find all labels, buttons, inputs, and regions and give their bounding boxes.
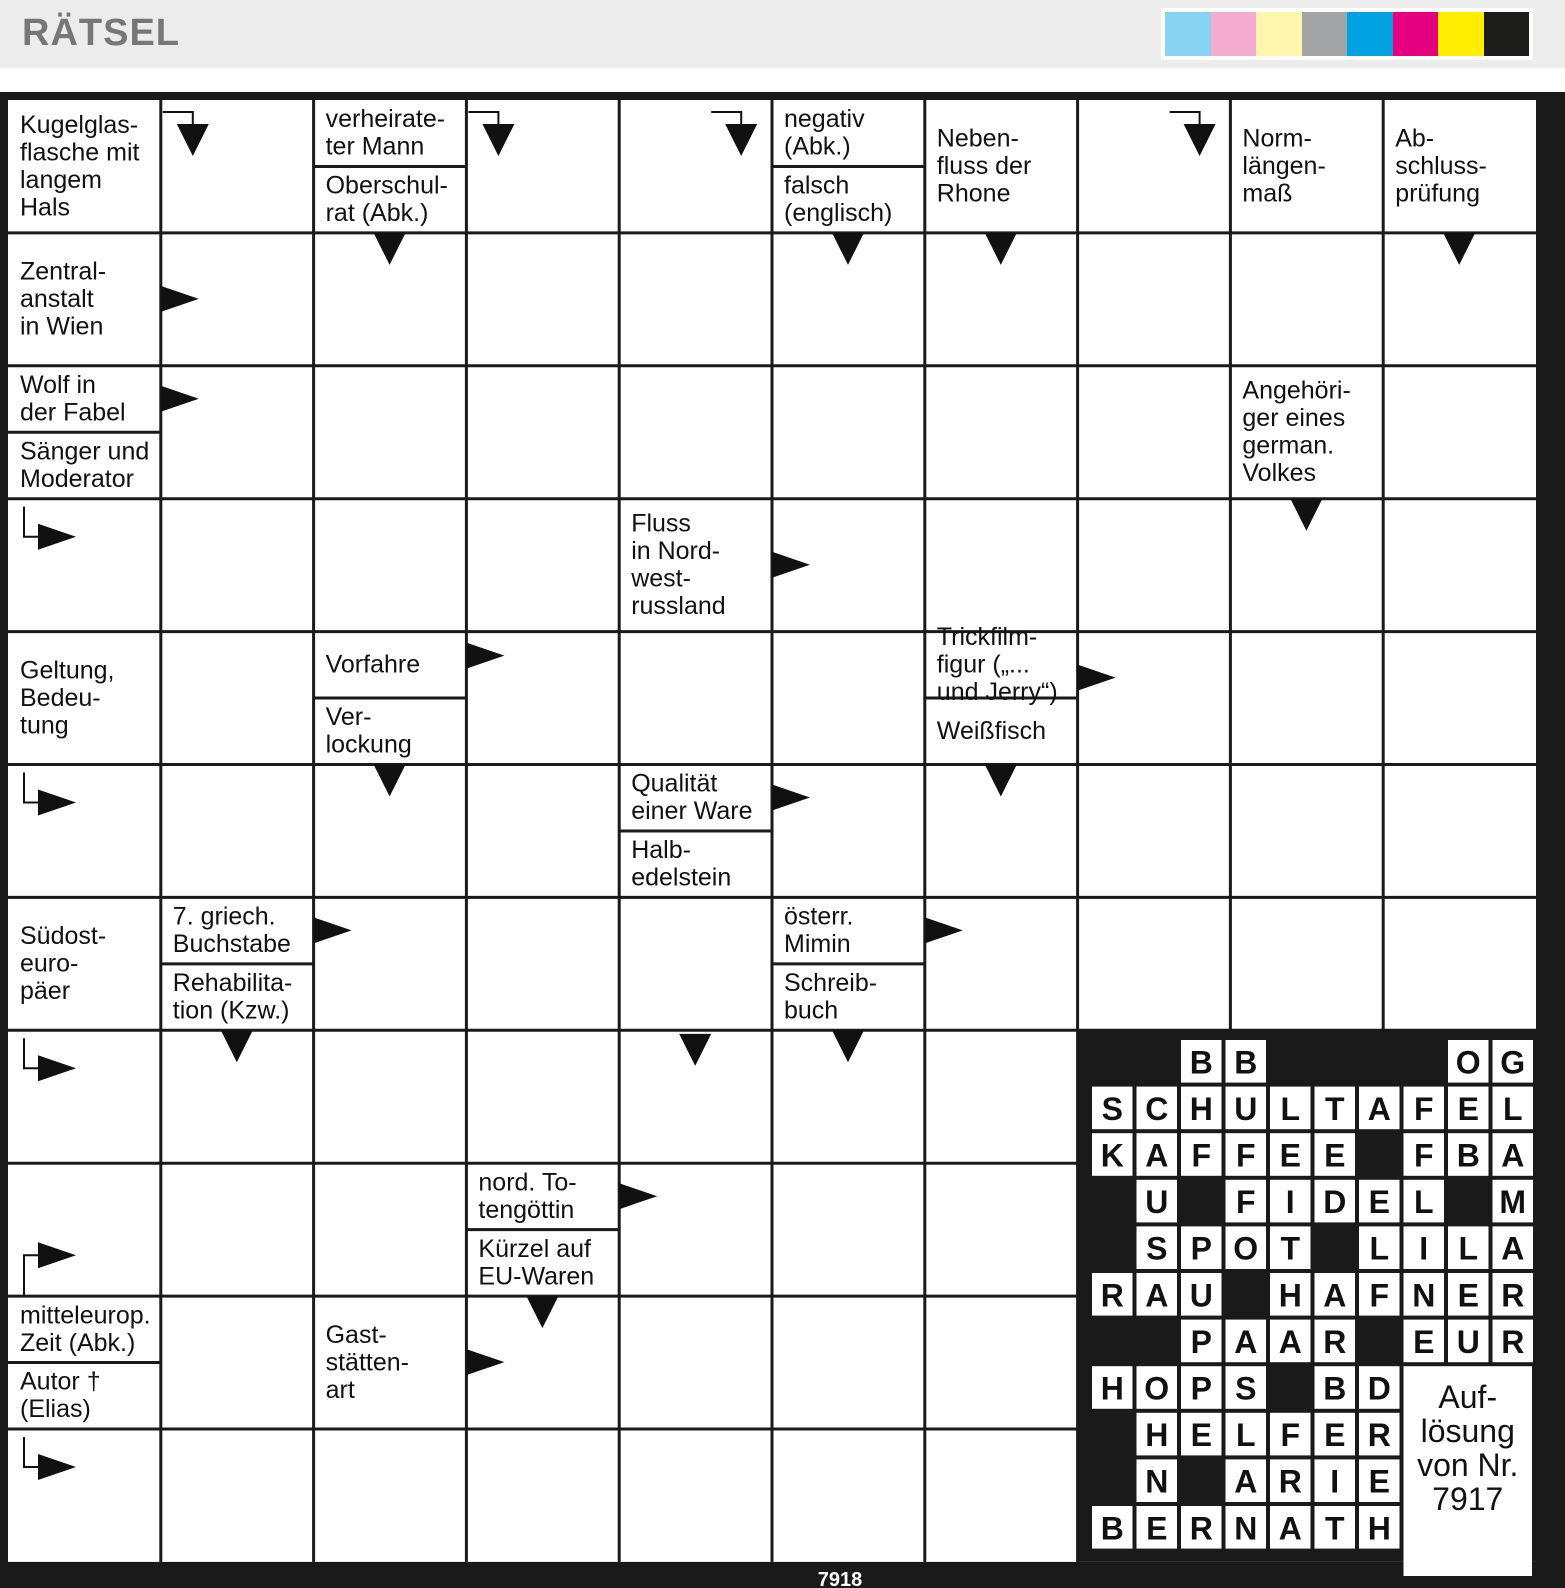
solution-letter: R [1278, 1463, 1302, 1500]
clue-text: Rehabilita-tion (Kzw.) [172, 969, 293, 1025]
solution-letter: P [1190, 1230, 1212, 1267]
clue-text: Qualität einer Ware [631, 769, 753, 826]
solution-letter: E [1324, 1137, 1346, 1174]
solution-letter: S [1235, 1370, 1257, 1407]
solution-letter: E [1279, 1137, 1301, 1174]
solution-letter: I [1285, 1184, 1295, 1221]
solution-letter: F [1413, 1090, 1434, 1127]
solution-letter: I [1419, 1230, 1429, 1267]
solution-letter: A [1145, 1277, 1169, 1314]
solution-letter: F [1235, 1137, 1256, 1174]
solution-letter: H [1367, 1510, 1391, 1547]
clue-text: falsch (englisch) [784, 171, 893, 228]
solution-letter: N [1412, 1277, 1436, 1314]
clue-text: Gast-stätten-art [325, 1320, 409, 1404]
color-swatch [1256, 12, 1302, 56]
solution-letter: A [1323, 1277, 1347, 1314]
solution-letter: L [1369, 1230, 1390, 1267]
solution-letter: B [1100, 1510, 1124, 1547]
solution-letter: I [1330, 1463, 1340, 1500]
solution-letter: P [1190, 1323, 1212, 1360]
solution-letter: F [1191, 1137, 1212, 1174]
solution-letter: R [1501, 1277, 1525, 1314]
clue-text: Kürzel auf EU-Waren [478, 1234, 595, 1291]
solution-letter: D [1367, 1370, 1391, 1407]
solution-letter: P [1190, 1370, 1212, 1407]
solution-letter: E [1146, 1510, 1168, 1547]
solution-letter: U [1456, 1323, 1480, 1360]
color-swatch [1302, 12, 1348, 56]
solution-letter: A [1234, 1463, 1258, 1500]
solution-letter: U [1145, 1184, 1169, 1221]
solution-letter: R [1189, 1510, 1213, 1547]
solution-letter: E [1324, 1417, 1346, 1454]
solution-letter: E [1413, 1323, 1435, 1360]
clue-text: österr. Mimin [784, 902, 854, 959]
solution-letter: F [1413, 1137, 1434, 1174]
solution-letter: O [1233, 1230, 1259, 1267]
solution-letter: L [1280, 1090, 1301, 1127]
solution-letter: N [1234, 1510, 1258, 1547]
solution-letter: A [1145, 1137, 1169, 1174]
clue-text: Trickfilm-figur („... und Jerry“) [936, 623, 1058, 707]
clue-text: Geltung, Bedeu-tung [20, 656, 115, 740]
color-swatch [1211, 12, 1257, 56]
clue-text: Südost-euro-päer [20, 922, 107, 1006]
solution-letter: A [1278, 1323, 1302, 1360]
clue-text: Weißfisch [936, 716, 1047, 745]
clue-text: Neben-fluss der Rhone [936, 124, 1032, 208]
solution-letter: S [1101, 1090, 1123, 1127]
clue-text: Autor † (Elias) [20, 1367, 101, 1424]
solution-letter: N [1145, 1463, 1169, 1500]
solution-letter: E [1368, 1184, 1390, 1221]
clue-text: Kugelglas-flasche mit langem Hals [20, 110, 140, 222]
solution-letter: K [1100, 1137, 1124, 1174]
solution-letter: E [1368, 1463, 1390, 1500]
solution-letter: S [1146, 1230, 1168, 1267]
puzzle-number: 7918 [817, 1569, 863, 1588]
solution-letter: R [1100, 1277, 1124, 1314]
solution-letter: M [1499, 1184, 1527, 1221]
crossword-board [0, 92, 1565, 1588]
solution-letter: D [1323, 1184, 1347, 1221]
solution-letter: U [1189, 1277, 1213, 1314]
solution-letter: E [1190, 1417, 1212, 1454]
clue-text: Fluss in Nord-west-russland [631, 509, 726, 621]
solution-letter: O [1455, 1044, 1481, 1081]
color-swatch [1165, 12, 1211, 56]
clue-text: Ab-schluss-prüfung [1395, 124, 1487, 208]
solution-letter: F [1280, 1417, 1301, 1454]
solution-letter: U [1234, 1090, 1258, 1127]
solution-letter: H [1278, 1277, 1302, 1314]
solution-letter: L [1235, 1417, 1256, 1454]
clue-text: Schreib-buch [784, 969, 878, 1025]
solution-letter: B [1323, 1370, 1347, 1407]
solution-letter: A [1367, 1090, 1391, 1127]
solution-letter: B [1234, 1044, 1258, 1081]
color-swatch [1393, 12, 1439, 56]
clue-text: Norm-längen-maß [1242, 124, 1326, 208]
solution-letter: L [1458, 1230, 1479, 1267]
solution-letter: R [1323, 1323, 1347, 1360]
clue-text: Halb-edelstein [631, 836, 732, 892]
solution-letter: E [1457, 1277, 1479, 1314]
clue-text: Oberschul-rat (Abk.) [325, 171, 448, 228]
clue-text: Sänger und Moderator [20, 437, 150, 493]
solution-letter: O [1144, 1370, 1170, 1407]
clue-text: mitteleurop. Zeit (Abk.) [20, 1301, 151, 1357]
solution-letter: B [1456, 1137, 1480, 1174]
solution-letter: E [1457, 1090, 1479, 1127]
solution-letter: H [1100, 1370, 1124, 1407]
header-bar [0, 0, 1565, 68]
solution-letter: F [1235, 1184, 1256, 1221]
solution-letter: T [1324, 1510, 1345, 1547]
solution-letter: T [1324, 1090, 1345, 1127]
solution-letter: R [1501, 1323, 1525, 1360]
page-title: RÄTSEL [22, 12, 180, 54]
solution-letter: A [1278, 1510, 1302, 1547]
solution-letter: H [1189, 1090, 1213, 1127]
color-swatch [1347, 12, 1393, 56]
solution-letter: G [1500, 1044, 1526, 1081]
color-swatch [1484, 12, 1530, 56]
solution-letter: A [1234, 1323, 1258, 1360]
solution-letter: C [1145, 1090, 1169, 1127]
clue-text: Zentral-anstalt in Wien [20, 257, 107, 341]
color-swatch [1438, 12, 1484, 56]
clue-text: verheirate-ter Mann [325, 105, 446, 161]
color-calibration-strip [1161, 8, 1533, 60]
clue-text: Ver-lockung [325, 703, 412, 759]
solution-letter: A [1501, 1230, 1525, 1267]
solution-caption: Auf-lösung von Nr. 7917 [1417, 1379, 1519, 1518]
solution-letter: T [1280, 1230, 1301, 1267]
solution-letter: B [1189, 1044, 1213, 1081]
clue-text: nord. To-tengöttin [478, 1168, 577, 1224]
clue-text: Vorfahre [325, 650, 421, 679]
clue-text: 7. griech. Buchstabe [172, 902, 291, 959]
clue-text: negativ (Abk.) [784, 105, 865, 161]
solution-letter: L [1502, 1090, 1523, 1127]
solution-letter: F [1369, 1277, 1390, 1314]
solution-letter: L [1413, 1184, 1434, 1221]
clue-text: Wolf in der Fabel [20, 370, 126, 427]
solution-letter: H [1145, 1417, 1169, 1454]
clue-text: Angehöri-ger eines german. Volkes [1242, 376, 1351, 488]
solution-letter: R [1367, 1417, 1391, 1454]
solution-letter: A [1501, 1137, 1525, 1174]
